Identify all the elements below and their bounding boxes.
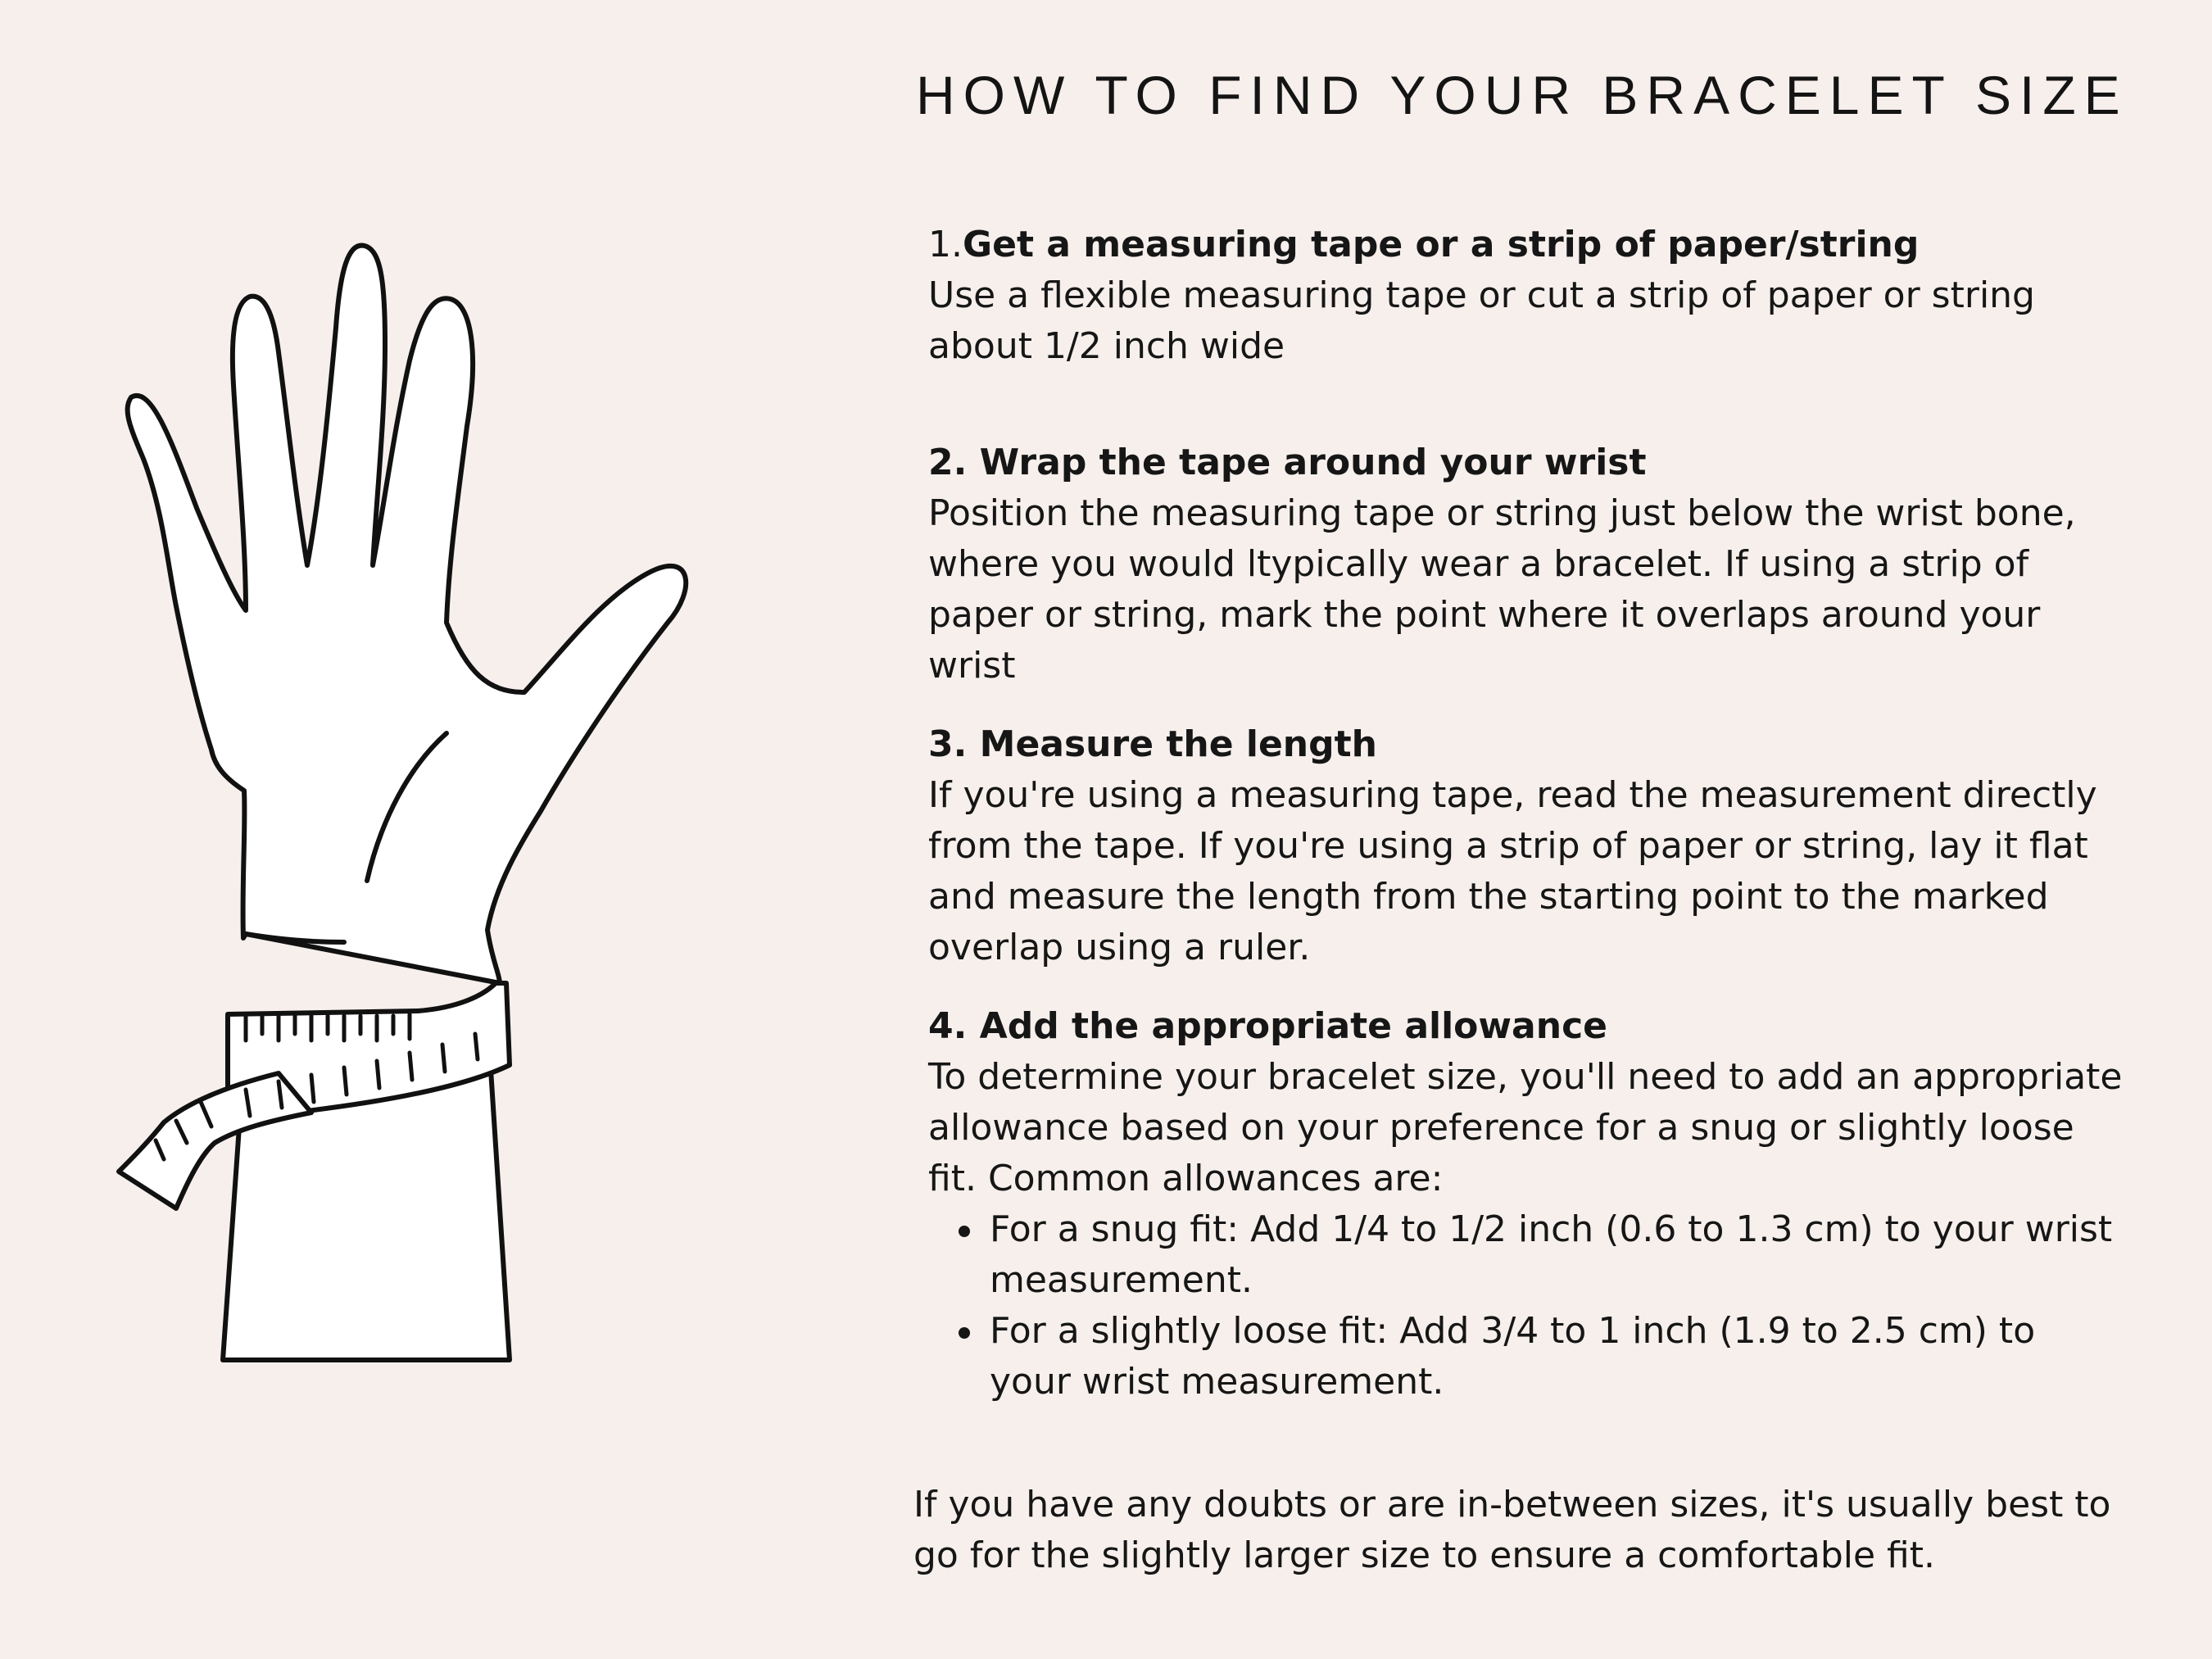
- step-4: [928, 1001, 2124, 1407]
- page-title: HOW TO FIND YOUR BRACELET SIZE: [916, 65, 2128, 125]
- list-item-text: For a slightly loose fit: Add 3/4 to 1 inch (1.9 to 2.5 cm) to your wrist measurement.: [990, 1310, 2036, 1403]
- step-heading: [928, 1001, 2124, 1052]
- step-1: [928, 220, 2124, 372]
- step-heading-text: Measure the length: [979, 723, 1377, 765]
- list-item-text: For a snug fit: Add 1/4 to 1/2 inch (0.6 to 1.3 cm) to your wrist measurement.: [990, 1208, 2113, 1301]
- steps-list: [928, 220, 2124, 1407]
- closing-note: If you have any doubts or are in-between sizes, it's usually best to go for the slightly larger size to ensure a comfortable fit.: [913, 1484, 2111, 1576]
- step-heading-text: Get a measuring tape or a strip of paper/string: [962, 224, 1920, 265]
- step-body: Position the measuring tape or string just below the wrist bone, where you would ltypically wear a bracelet. If using a strip of paper or string, mark the point where it overlaps around your wrist: [928, 492, 2076, 687]
- step-heading: [928, 719, 2124, 770]
- step-3: [928, 719, 2124, 973]
- step-2: [928, 437, 2124, 691]
- step-number: 4.: [928, 1005, 968, 1047]
- step-body: If you're using a measuring tape, read the measurement directly from the tape. If you're using a strip of paper or string, lay it flat and measure the length from the starting point to the marked overlap using a ruler.: [928, 774, 2097, 968]
- step-heading: [928, 437, 2124, 488]
- step-heading: [928, 220, 2124, 270]
- step-number: 3.: [928, 723, 968, 765]
- step-number: 2.: [928, 442, 968, 483]
- step-body: Use a flexible measuring tape or cut a strip of paper or string about 1/2 inch wide: [928, 274, 2035, 367]
- bullet-icon: [959, 1226, 970, 1237]
- step-body: To determine your bracelet size, you'll need to add an appropriate allowance based on your preference for a snug or slightly loose fit. Common allowances are:: [928, 1056, 2123, 1199]
- hand-outline-icon: [128, 246, 687, 983]
- list-item: [990, 1306, 2124, 1407]
- allowance-list: [928, 1204, 2124, 1407]
- hand-measuring-tape-illustration: [107, 233, 713, 1380]
- step-heading-text: Add the appropriate allowance: [979, 1005, 1607, 1047]
- step-number: 1.: [928, 224, 963, 265]
- bullet-icon: [959, 1327, 970, 1339]
- step-heading-text: Wrap the tape around your wrist: [979, 442, 1647, 483]
- list-item: [990, 1204, 2124, 1306]
